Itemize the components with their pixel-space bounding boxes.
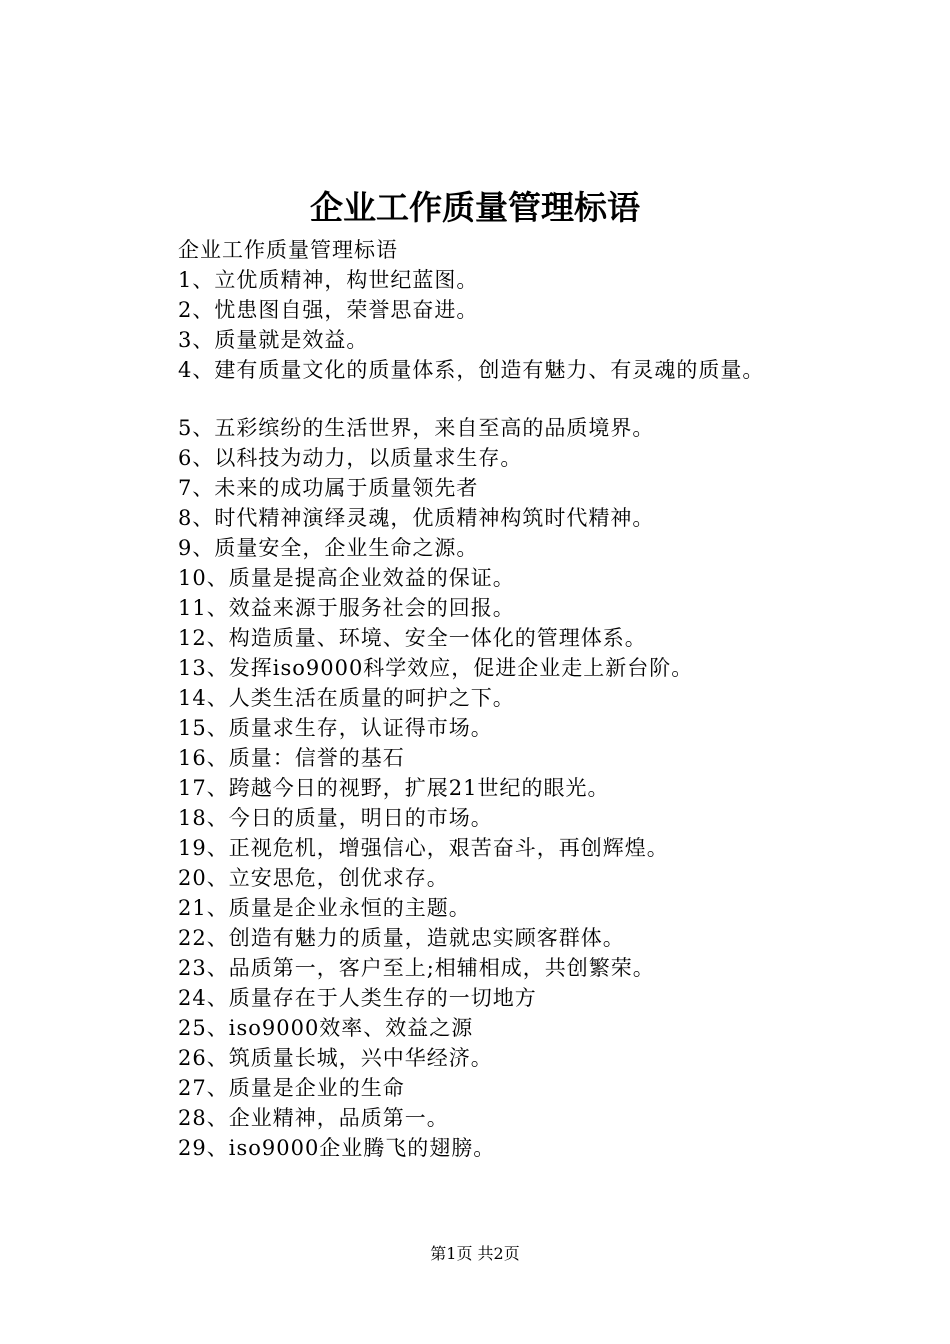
list-item: 12、构造质量、环境、安全一体化的管理体系。 xyxy=(178,626,647,650)
list-item: 18、今日的质量，明日的市场。 xyxy=(178,806,493,830)
list-item: 8、时代精神演绎灵魂，优质精神构筑时代精神。 xyxy=(178,506,655,530)
list-item: 22、创造有魅力的质量，造就忠实顾客群体。 xyxy=(178,926,625,950)
list-item: 企业工作质量管理标语 xyxy=(178,238,398,262)
list-item: 10、质量是提高企业效益的保证。 xyxy=(178,566,515,590)
list-item: 29、iso9000企业腾飞的翅膀。 xyxy=(178,1136,496,1160)
list-item: 1、立优质精神，构世纪蓝图。 xyxy=(178,268,479,292)
list-item: 16、质量：信誉的基石 xyxy=(178,746,405,770)
list-item: 24、质量存在于人类生存的一切地方 xyxy=(178,986,537,1010)
list-item: 27、质量是企业的生命 xyxy=(178,1076,405,1100)
list-item: 20、立安思危，创优求存。 xyxy=(178,866,449,890)
page-footer: 第1页 共2页 xyxy=(430,1244,520,1263)
list-item: 23、品质第一，客户至上;相辅相成，共创繁荣。 xyxy=(178,956,655,980)
list-item: 5、五彩缤纷的生活世界，来自至高的品质境界。 xyxy=(178,416,655,440)
list-item: 17、跨越今日的视野，扩展21世纪的眼光。 xyxy=(178,776,610,800)
list-item: 15、质量求生存，认证得市场。 xyxy=(178,716,493,740)
list-item: 13、发挥iso9000科学效应，促进企业走上新台阶。 xyxy=(178,656,694,680)
list-item: 6、以科技为动力，以质量求生存。 xyxy=(178,446,523,470)
list-item: 3、质量就是效益。 xyxy=(178,328,369,352)
list-item: 21、质量是企业永恒的主题。 xyxy=(178,896,471,920)
list-item: 19、正视危机，增强信心，艰苦奋斗，再创辉煌。 xyxy=(178,836,669,860)
list-item: 7、未来的成功属于质量领先者 xyxy=(178,476,479,500)
list-item: 11、效益来源于服务社会的回报。 xyxy=(178,596,515,620)
list-item: 4、建有质量文化的质量体系，创造有魅力、有灵魂的质量。 xyxy=(178,358,765,382)
slogan-list xyxy=(178,235,878,1163)
document-title: 企业工作质量管理标语 xyxy=(310,188,640,227)
list-item: 28、企业精神，品质第一。 xyxy=(178,1106,449,1130)
list-item: 25、iso9000效率、效益之源 xyxy=(178,1016,474,1040)
list-item: 9、质量安全，企业生命之源。 xyxy=(178,536,479,560)
list-item: 2、忧患图自强，荣誉思奋进。 xyxy=(178,298,479,322)
list-item: 14、人类生活在质量的呵护之下。 xyxy=(178,686,515,710)
list-item: 26、筑质量长城，兴中华经济。 xyxy=(178,1046,493,1070)
